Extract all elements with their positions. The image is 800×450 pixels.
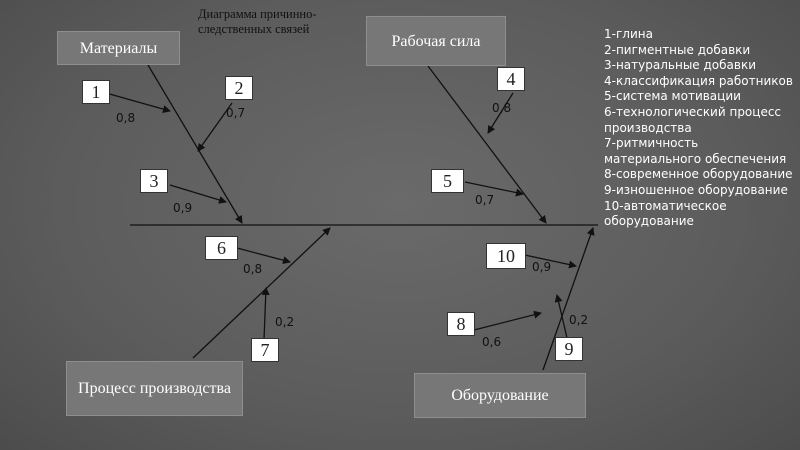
factor-weight-7: 0,2: [275, 315, 295, 329]
legend-item: 6-технологический процесс производства: [604, 104, 782, 135]
factor-weight-10: 0,9: [532, 260, 552, 274]
diagram-title: Диаграмма причинно-следственных связей: [198, 7, 317, 36]
factor-weight-5: 0,7: [475, 193, 495, 207]
arrow-3: [170, 185, 226, 202]
arrow-9: [557, 295, 567, 338]
category-materials: Материалы: [57, 31, 180, 65]
factor-weight-9: 0,2: [569, 313, 589, 327]
factor-number-5: 5: [431, 169, 464, 193]
arrow-1: [106, 93, 170, 111]
legend-list: [604, 27, 794, 230]
arrow-6: [237, 248, 290, 262]
category-workforce: Рабочая сила: [366, 16, 506, 66]
arrow-8: [474, 313, 541, 330]
factor-number-3: 3: [140, 169, 168, 193]
factor-number-10: 10: [486, 243, 526, 269]
category-equipment: Оборудование: [414, 373, 586, 418]
factor-number-8: 8: [447, 312, 475, 336]
factor-weight-8: 0,6: [482, 335, 502, 349]
legend-item: 8-современное оборудование: [604, 167, 793, 182]
factor-weight-4: 0,8: [492, 101, 512, 115]
legend-item: 2-пигментные добавки: [604, 42, 751, 57]
legend-item: 7-ритмичность материального обеспечения: [604, 136, 787, 166]
factor-number-6: 6: [205, 236, 238, 260]
legend-item: 1-глина: [604, 27, 653, 41]
factor-number-9: 9: [555, 337, 583, 361]
factor-number-1: 1: [82, 80, 110, 104]
factor-number-2: 2: [225, 76, 253, 100]
legend-item: 4-классификация работников: [604, 73, 793, 88]
legend-item: 9-изношенное оборудование: [604, 182, 788, 197]
category-process: Процесс производства: [66, 361, 243, 416]
legend-item: 10-автоматическое оборудование: [604, 198, 727, 229]
legend-item: 3-натуральные добавки: [604, 58, 756, 73]
factor-number-7: 7: [251, 338, 279, 362]
arrow-7: [264, 288, 266, 340]
factor-weight-6: 0,8: [243, 262, 263, 276]
legend-item: 5-система мотивации: [604, 89, 741, 104]
factor-number-4: 4: [497, 67, 525, 91]
factor-weight-3: 0,9: [173, 201, 193, 215]
factor-weight-1: 0,8: [116, 111, 136, 125]
factor-weight-2: 0,7: [226, 106, 246, 120]
